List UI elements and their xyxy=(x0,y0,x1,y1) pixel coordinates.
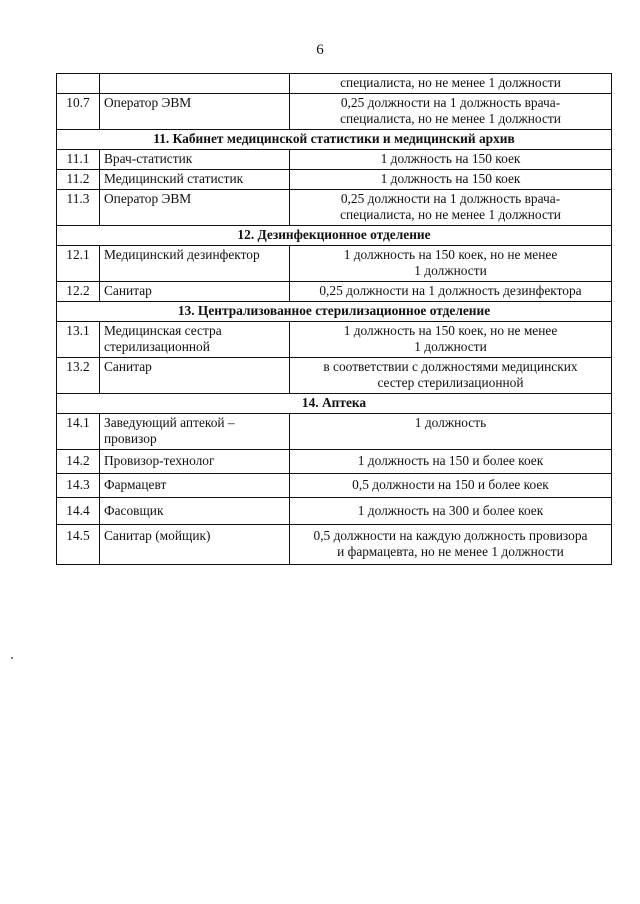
table-row xyxy=(57,170,612,190)
cell-line: 1 должности xyxy=(414,263,487,278)
staffing-norm xyxy=(290,170,612,190)
position-name xyxy=(100,282,290,302)
page-number: 6 xyxy=(316,42,324,58)
section-title: 13. Централизованное стерилизационное отделение xyxy=(57,302,612,322)
cell-line: Оператор ЭВМ xyxy=(104,191,192,206)
position-name xyxy=(100,190,290,226)
section-header-row xyxy=(57,394,612,414)
cell-line: 1 должность на 150 коек, но не менее xyxy=(343,323,558,338)
table-row xyxy=(57,414,612,450)
cell-line: 1 должность на 150 и более коек xyxy=(357,453,544,468)
cell-line: 1 должность на 150 коек, но не менее xyxy=(343,247,558,262)
staffing-norm xyxy=(290,474,612,498)
position-name xyxy=(100,450,290,474)
cell-line: 1 должности xyxy=(414,339,487,354)
item-number: 11.3 xyxy=(57,190,100,226)
staffing-norm xyxy=(290,94,612,130)
table-row xyxy=(57,190,612,226)
item-number: 14.4 xyxy=(57,498,100,525)
position-name xyxy=(100,74,290,94)
table-row xyxy=(57,94,612,130)
cell-line: 0,5 должности на каждую должность провизора xyxy=(313,528,588,543)
item-number: 13.1 xyxy=(57,322,100,358)
table-row xyxy=(57,322,612,358)
cell-line: 1 должность на 300 и более коек xyxy=(357,503,544,518)
cell-line: Фармацевт xyxy=(104,477,167,492)
staffing-norm xyxy=(290,246,612,282)
cell-line: 1 должность xyxy=(414,415,487,430)
item-number: 14.5 xyxy=(57,525,100,565)
position-name xyxy=(100,525,290,565)
cell-line: 0,25 должности на 1 должность врача- xyxy=(340,95,561,110)
position-name xyxy=(100,498,290,525)
cell-line: 0,25 должности на 1 должность дезинфектора xyxy=(319,283,582,298)
staffing-norm xyxy=(290,322,612,358)
position-name xyxy=(100,170,290,190)
item-number: 10.7 xyxy=(57,94,100,130)
cell-line: 0,5 должности на 150 и более коек xyxy=(352,477,549,492)
cell-line: Санитар xyxy=(104,359,152,374)
table-row xyxy=(57,525,612,565)
table-row xyxy=(57,246,612,282)
position-name xyxy=(100,246,290,282)
position-name xyxy=(100,322,290,358)
staffing-norm xyxy=(290,282,612,302)
table-row xyxy=(57,74,612,94)
staffing-norm xyxy=(290,190,612,226)
cell-line: 1 должность на 150 коек xyxy=(380,151,521,166)
staffing-norm xyxy=(290,150,612,170)
cell-line: 1 должность на 150 коек xyxy=(380,171,521,186)
item-number xyxy=(57,74,100,94)
table-row xyxy=(57,474,612,498)
staffing-norm xyxy=(290,414,612,450)
staffing-norm xyxy=(290,74,612,94)
section-title: 14. Аптека xyxy=(57,394,612,414)
table-row xyxy=(57,150,612,170)
staffing-norm xyxy=(290,450,612,474)
cell-line: Фасовщик xyxy=(104,503,164,518)
staffing-table-body xyxy=(57,74,612,565)
table-row xyxy=(57,450,612,474)
section-title: 12. Дезинфекционное отделение xyxy=(57,226,612,246)
item-number: 11.1 xyxy=(57,150,100,170)
position-name xyxy=(100,414,290,450)
cell-line: Санитар xyxy=(104,283,152,298)
cell-line: специалиста, но не менее 1 должности xyxy=(340,75,561,90)
item-number: 11.2 xyxy=(57,170,100,190)
section-header-row xyxy=(57,226,612,246)
cell-line: и фармацевта, но не менее 1 должности xyxy=(337,544,564,559)
cell-line: сестер стерилизационной xyxy=(377,375,524,390)
position-name xyxy=(100,474,290,498)
cell-line: Медицинский дезинфектор xyxy=(104,247,260,262)
scan-speck xyxy=(11,657,13,659)
cell-line: Медицинский статистик xyxy=(104,171,244,186)
cell-line: Заведующий аптекой – xyxy=(104,415,235,430)
item-number: 13.2 xyxy=(57,358,100,394)
cell-line: Врач-статистик xyxy=(104,151,193,166)
item-number: 14.2 xyxy=(57,450,100,474)
cell-line: Оператор ЭВМ xyxy=(104,95,192,110)
staffing-norm xyxy=(290,525,612,565)
staffing-norm xyxy=(290,498,612,525)
table-row xyxy=(57,282,612,302)
item-number: 14.3 xyxy=(57,474,100,498)
section-header-row xyxy=(57,130,612,150)
table-row xyxy=(57,498,612,525)
cell-line: Медицинская сестра xyxy=(104,323,222,338)
cell-line: провизор xyxy=(104,431,157,446)
item-number: 14.1 xyxy=(57,414,100,450)
cell-line: в соответствии с должностями медицинских xyxy=(323,359,578,374)
section-header-row xyxy=(57,302,612,322)
cell-line: специалиста, но не менее 1 должности xyxy=(340,207,561,222)
cell-line: Провизор-технолог xyxy=(104,453,215,468)
cell-line: Санитар (мойщик) xyxy=(104,528,211,543)
position-name xyxy=(100,358,290,394)
staffing-table xyxy=(56,73,612,565)
cell-line: 0,25 должности на 1 должность врача- xyxy=(340,191,561,206)
staffing-norm xyxy=(290,358,612,394)
cell-line: специалиста, но не менее 1 должности xyxy=(340,111,561,126)
section-title: 11. Кабинет медицинской статистики и медицинский архив xyxy=(57,130,612,150)
item-number: 12.1 xyxy=(57,246,100,282)
table-row xyxy=(57,358,612,394)
cell-line: стерилизационной xyxy=(104,339,210,354)
position-name xyxy=(100,94,290,130)
position-name xyxy=(100,150,290,170)
item-number: 12.2 xyxy=(57,282,100,302)
